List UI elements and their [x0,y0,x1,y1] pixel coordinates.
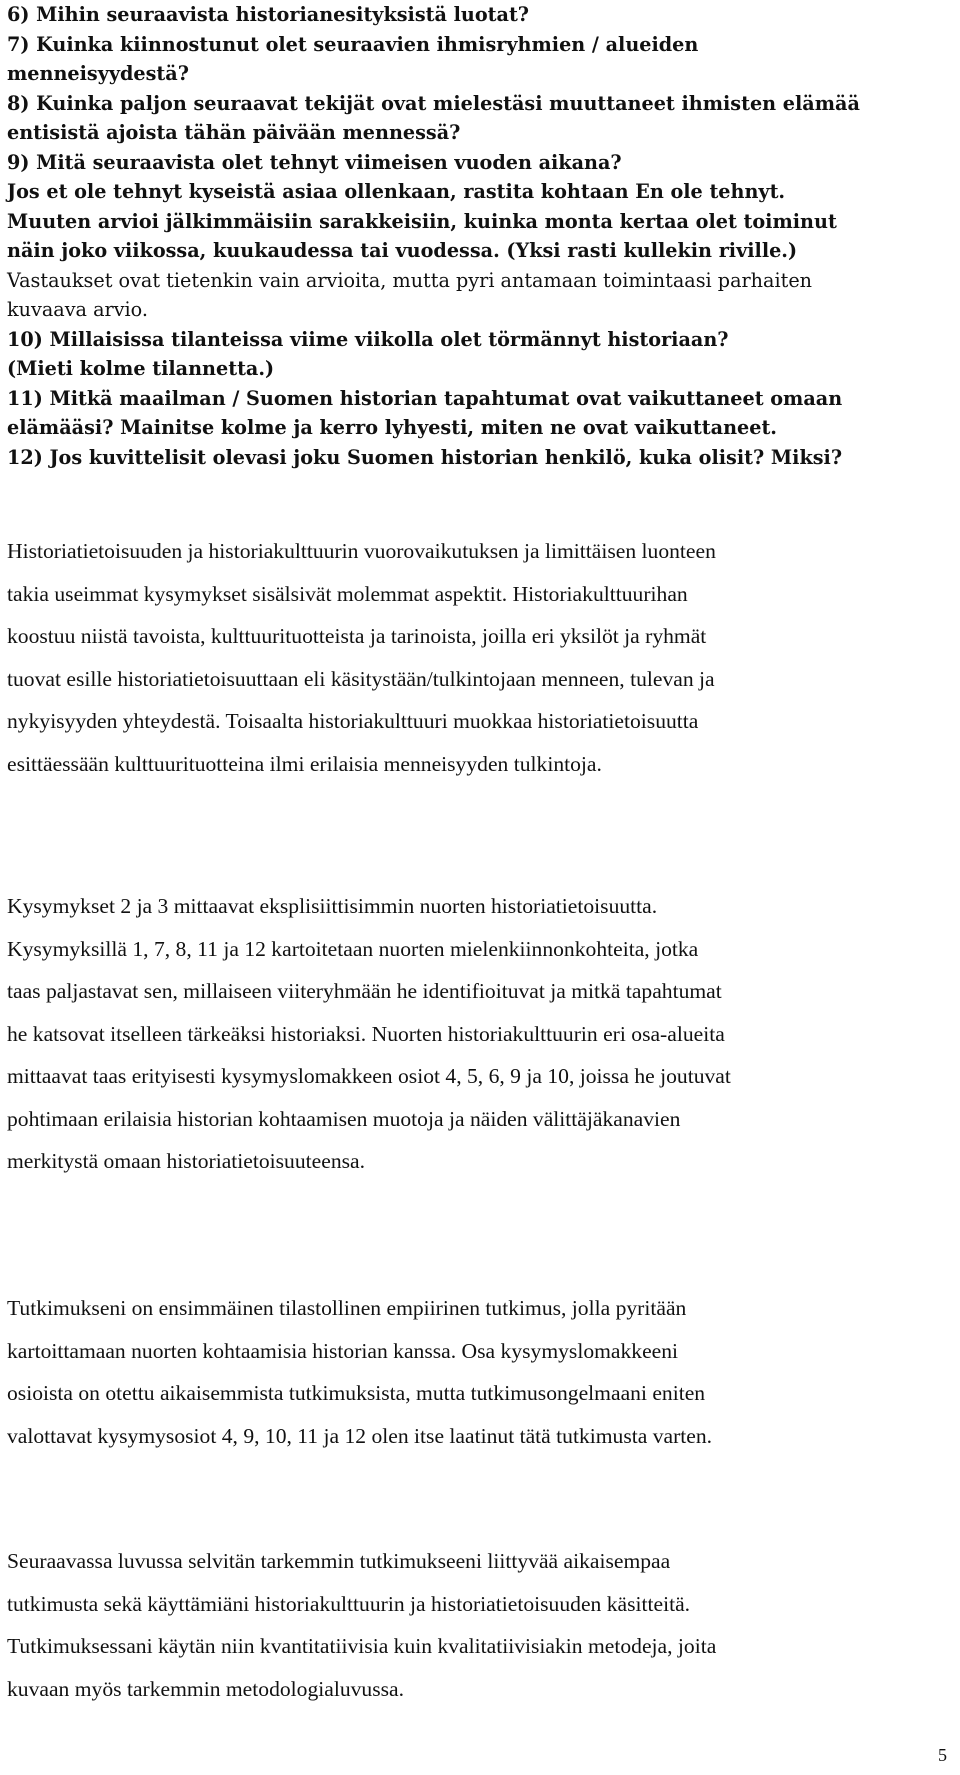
question-note-line: Vastaukset ovat tietenkin vain arvioita, mutta pyri antamaan toimintaasi parhaiten [7,268,813,292]
question-line: 12) Jos kuvittelisit olevasi joku Suomen historian henkilö, kuka olisit? Miksi? [7,445,843,469]
paragraph-line: merkitystä omaan historiatietoisuuteensa. [7,1149,366,1173]
paragraph-line: esittäessään kulttuurituotteina ilmi erilaisia menneisyyden tulkintoja. [7,751,602,776]
paragraph-line: mittaavat taas erityisesti kysymyslomakkeen osiot 4, 5, 6, 9 ja 10, joissa he joutuvat [7,1064,731,1088]
question-line: (Mieti kolme tilannetta.) [7,357,275,380]
question-line: 6) Mihin seuraavista historianesityksistä luotat? [7,3,530,26]
question-line: menneisyydestä? [7,62,189,85]
question-line: näin joko viikossa, kuukaudessa tai vuodessa. (Yksi rasti kullekin riville.) [7,239,798,262]
question-line: 7) Kuinka kiinnostunut olet seuraavien ihmisryhmien / alueiden [7,32,699,56]
paragraph-line: Seuraavassa luvussa selvitän tarkemmin tutkimukseeni liittyvää aikaisempaa [7,1549,671,1573]
paragraph-line: he katsovat itselleen tärkeäksi historiaksi. Nuorten historiakulttuurin eri osa-alueita [7,1021,725,1046]
paragraph-historiakulttuuri [7,530,937,785]
paragraph-line: Tutkimukseni on ensimmäinen tilastollinen empiirinen tutkimus, jolla pyritään [7,1296,687,1320]
paragraph-line: takia useimmat kysymykset sisälsivät molemmat aspektit. Historiakulttuurihan [7,581,688,606]
paragraph-line: osioista on otettu aikaisemmista tutkimuksista, mutta tutkimusongelmaani eniten [7,1381,706,1405]
question-line: elämääsi? Mainitse kolme ja kerro lyhyesti, miten ne ovat vaikuttaneet. [7,416,777,439]
paragraph-line: kuvaan myös tarkemmin metodologialuvussa. [7,1676,405,1701]
question-line: 9) Mitä seuraavista olet tehnyt viimeisen vuoden aikana? [7,150,622,174]
paragraph-line: taas paljastavat sen, millaiseen viiteryhmään he identifioituvat ja mitkä tapahtumat [7,979,722,1003]
question-note-line: kuvaava arvio. [7,298,148,321]
paragraph-line: Historiatietoisuuden ja historiakulttuurin vuorovaikutuksen ja limittäisen luonteen [7,539,716,563]
paragraph-line: Tutkimuksessani käytän niin kvantitatiivisia kuin kvalitatiivisiakin metodeja, joita [7,1634,717,1658]
question-line: 8) Kuinka paljon seuraavat tekijät ovat mielestäsi muuttaneet ihmisten elämää [7,91,860,115]
paragraph-line: tuovat esille historiatietoisuuttaan eli käsitystään/tulkintojaan menneen, tulevan ja [7,666,715,691]
paragraph-kysymykset [7,885,937,1183]
question-line: entisistä ajoista tähän päivään mennessä? [7,121,461,144]
question-line: 10) Millaisissa tilanteissa viime viikolla olet törmännyt historiaan? [7,327,729,351]
paragraph-line: Kysymykset 2 ja 3 mittaavat eksplisiittisimmin nuorten historiatietoisuutta. [7,894,658,918]
question-line: Jos et ole tehnyt kyseistä asiaa ollenkaan, rastita kohtaan En ole tehnyt. [7,180,786,203]
paragraph-line: nykyisyyden yhteydestä. Toisaalta historiakulttuuri muokkaa historiatietoisuutta [7,709,699,733]
paragraph-seuraavassa [7,1540,937,1710]
paragraph-line: tutkimusta sekä käyttämiäni historiakulttuurin ja historiatietoisuuden käsitteitä. [7,1591,691,1616]
paragraph-line: kartoittamaan nuorten kohtaamisia historian kanssa. Osa kysymyslomakkeeni [7,1338,679,1363]
paragraph-line: valottavat kysymysosiot 4, 9, 10, 11 ja 12 olen itse laatinut tätä tutkimusta varten. [7,1423,713,1448]
paragraph-line: pohtimaan erilaisia historian kohtaamisen muotoja ja näiden välittäjäkanavien [7,1106,681,1131]
paragraph-line: koostuu niistä tavoista, kulttuurituotteista ja tarinoista, joilla eri yksilöt ja ryhmät [7,624,707,648]
question-line: 11) Mitkä maailman / Suomen historian tapahtumat ovat vaikuttaneet omaan [7,386,843,410]
question-list [7,0,937,472]
paragraph-line: Kysymyksillä 1, 7, 8, 11 ja 12 kartoitetaan nuorten mielenkiinnonkohteita, jotka [7,936,699,961]
page-number: 5 [938,1745,947,1765]
question-line: Muuten arvioi jälkimmäisiin sarakkeisiin, kuinka monta kertaa olet toiminut [7,209,837,233]
paragraph-tutkimukseni [7,1287,937,1457]
